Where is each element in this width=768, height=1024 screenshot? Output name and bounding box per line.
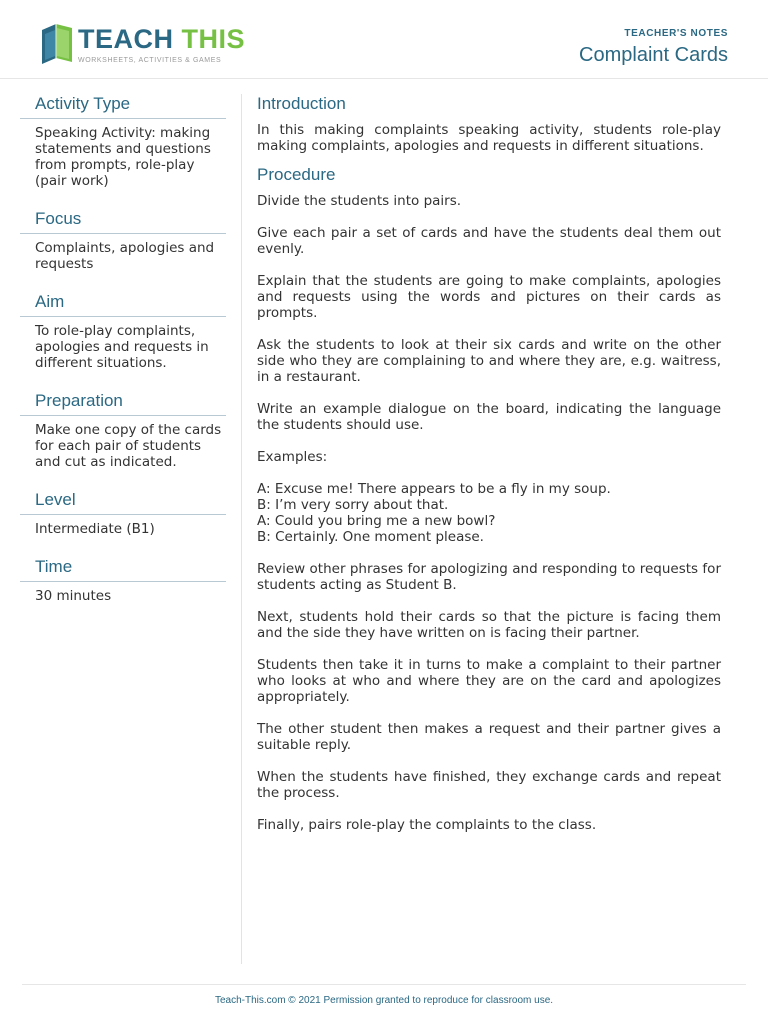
sidebar-heading: Level: [20, 490, 226, 515]
column-divider: [241, 94, 242, 964]
sidebar-section-preparation: [20, 391, 226, 470]
teachers-notes-label: TEACHER'S NOTES: [624, 28, 728, 39]
introduction-heading: Introduction: [257, 94, 346, 113]
dialogue-line: B: I’m very sorry about that.: [257, 497, 449, 513]
procedure-step: Give each pair a set of cards and have the students deal them out evenly.: [257, 225, 721, 257]
introduction-text: In this making complaints speaking activity, students role-play making complaints, apologies and requests in different situations.: [257, 122, 721, 154]
procedure-step: Write an example dialogue on the board, indicating the language the students should use.: [257, 401, 721, 433]
dialogue-line: A: Excuse me! There appears to be a fly in my soup.: [257, 481, 611, 497]
sidebar-text: Complaints, apologies and requests: [35, 240, 215, 272]
dialogue-line: B: Certainly. One moment please.: [257, 529, 484, 545]
sidebar-heading: Focus: [20, 209, 226, 234]
procedure-step: Divide the students into pairs.: [257, 193, 462, 209]
logo-teach: TEACH: [78, 24, 174, 54]
logo-wordmark: [78, 24, 245, 55]
procedure-step: Explain that the students are going to make complaints, apologies and requests using the words and pictures on their cards as prompts.: [257, 273, 721, 321]
sidebar-section-aim: [20, 292, 226, 371]
procedure-step: Next, students hold their cards so that the picture is facing them and the side they have written on is facing their partner.: [257, 609, 721, 641]
procedure-step: Ask the students to look at their six cards and write on the other side who they are complaining to and where they are, e.g. waitress, in a restaurant.: [257, 337, 721, 385]
logo-this: THIS: [181, 24, 246, 54]
sidebar-text: To role-play complaints, apologies and requests in different situations.: [35, 323, 209, 371]
sidebar-text: 30 minutes: [35, 588, 112, 604]
teach-this-logo: [36, 22, 246, 70]
sidebar-section-focus: [20, 209, 226, 272]
procedure-heading: Procedure: [257, 165, 336, 184]
sidebar-heading: Time: [20, 557, 226, 582]
example-dialogue: [257, 481, 721, 545]
page-title: Complaint Cards: [579, 44, 728, 66]
logo-tagline: WORKSHEETS, ACTIVITIES & GAMES: [78, 57, 222, 64]
dialogue-line: A: Could you bring me a new bowl?: [257, 513, 496, 529]
sidebar-section-level: [20, 490, 226, 537]
page-header: [0, 0, 768, 79]
sidebar-text: Make one copy of the cards for each pair of students and cut as indicated.: [35, 422, 222, 470]
sidebar-section-time: [20, 557, 226, 604]
procedure-step: When the students have finished, they exchange cards and repeat the process.: [257, 769, 721, 801]
procedure-step: Students then take it in turns to make a complaint to their partner who looks at who and where they are on the card and apologizes appropriately.: [257, 657, 721, 705]
procedure-step: Finally, pairs role-play the complaints to the class.: [257, 817, 597, 833]
footer: [22, 984, 746, 1006]
sidebar-heading: Preparation: [20, 391, 226, 416]
examples-label: Examples:: [257, 449, 328, 465]
sidebar-text: Intermediate (B1): [35, 521, 155, 537]
sidebar-text: Speaking Activity: making statements and questions from prompts, role-play (pair work): [35, 125, 211, 189]
sidebar-section-activity-type: [20, 94, 226, 189]
sidebar: [20, 94, 226, 624]
book-icon: [36, 22, 76, 66]
main-content: [257, 94, 721, 849]
sidebar-heading: Aim: [20, 292, 226, 317]
sidebar-heading: Activity Type: [20, 94, 226, 119]
procedure-step: The other student then makes a request and their partner gives a suitable reply.: [257, 721, 721, 753]
copyright-text: Teach-This.com © 2021 Permission granted to reproduce for classroom use.: [214, 995, 554, 1006]
procedure-step: Review other phrases for apologizing and responding to requests for students acting as Student B.: [257, 561, 721, 593]
